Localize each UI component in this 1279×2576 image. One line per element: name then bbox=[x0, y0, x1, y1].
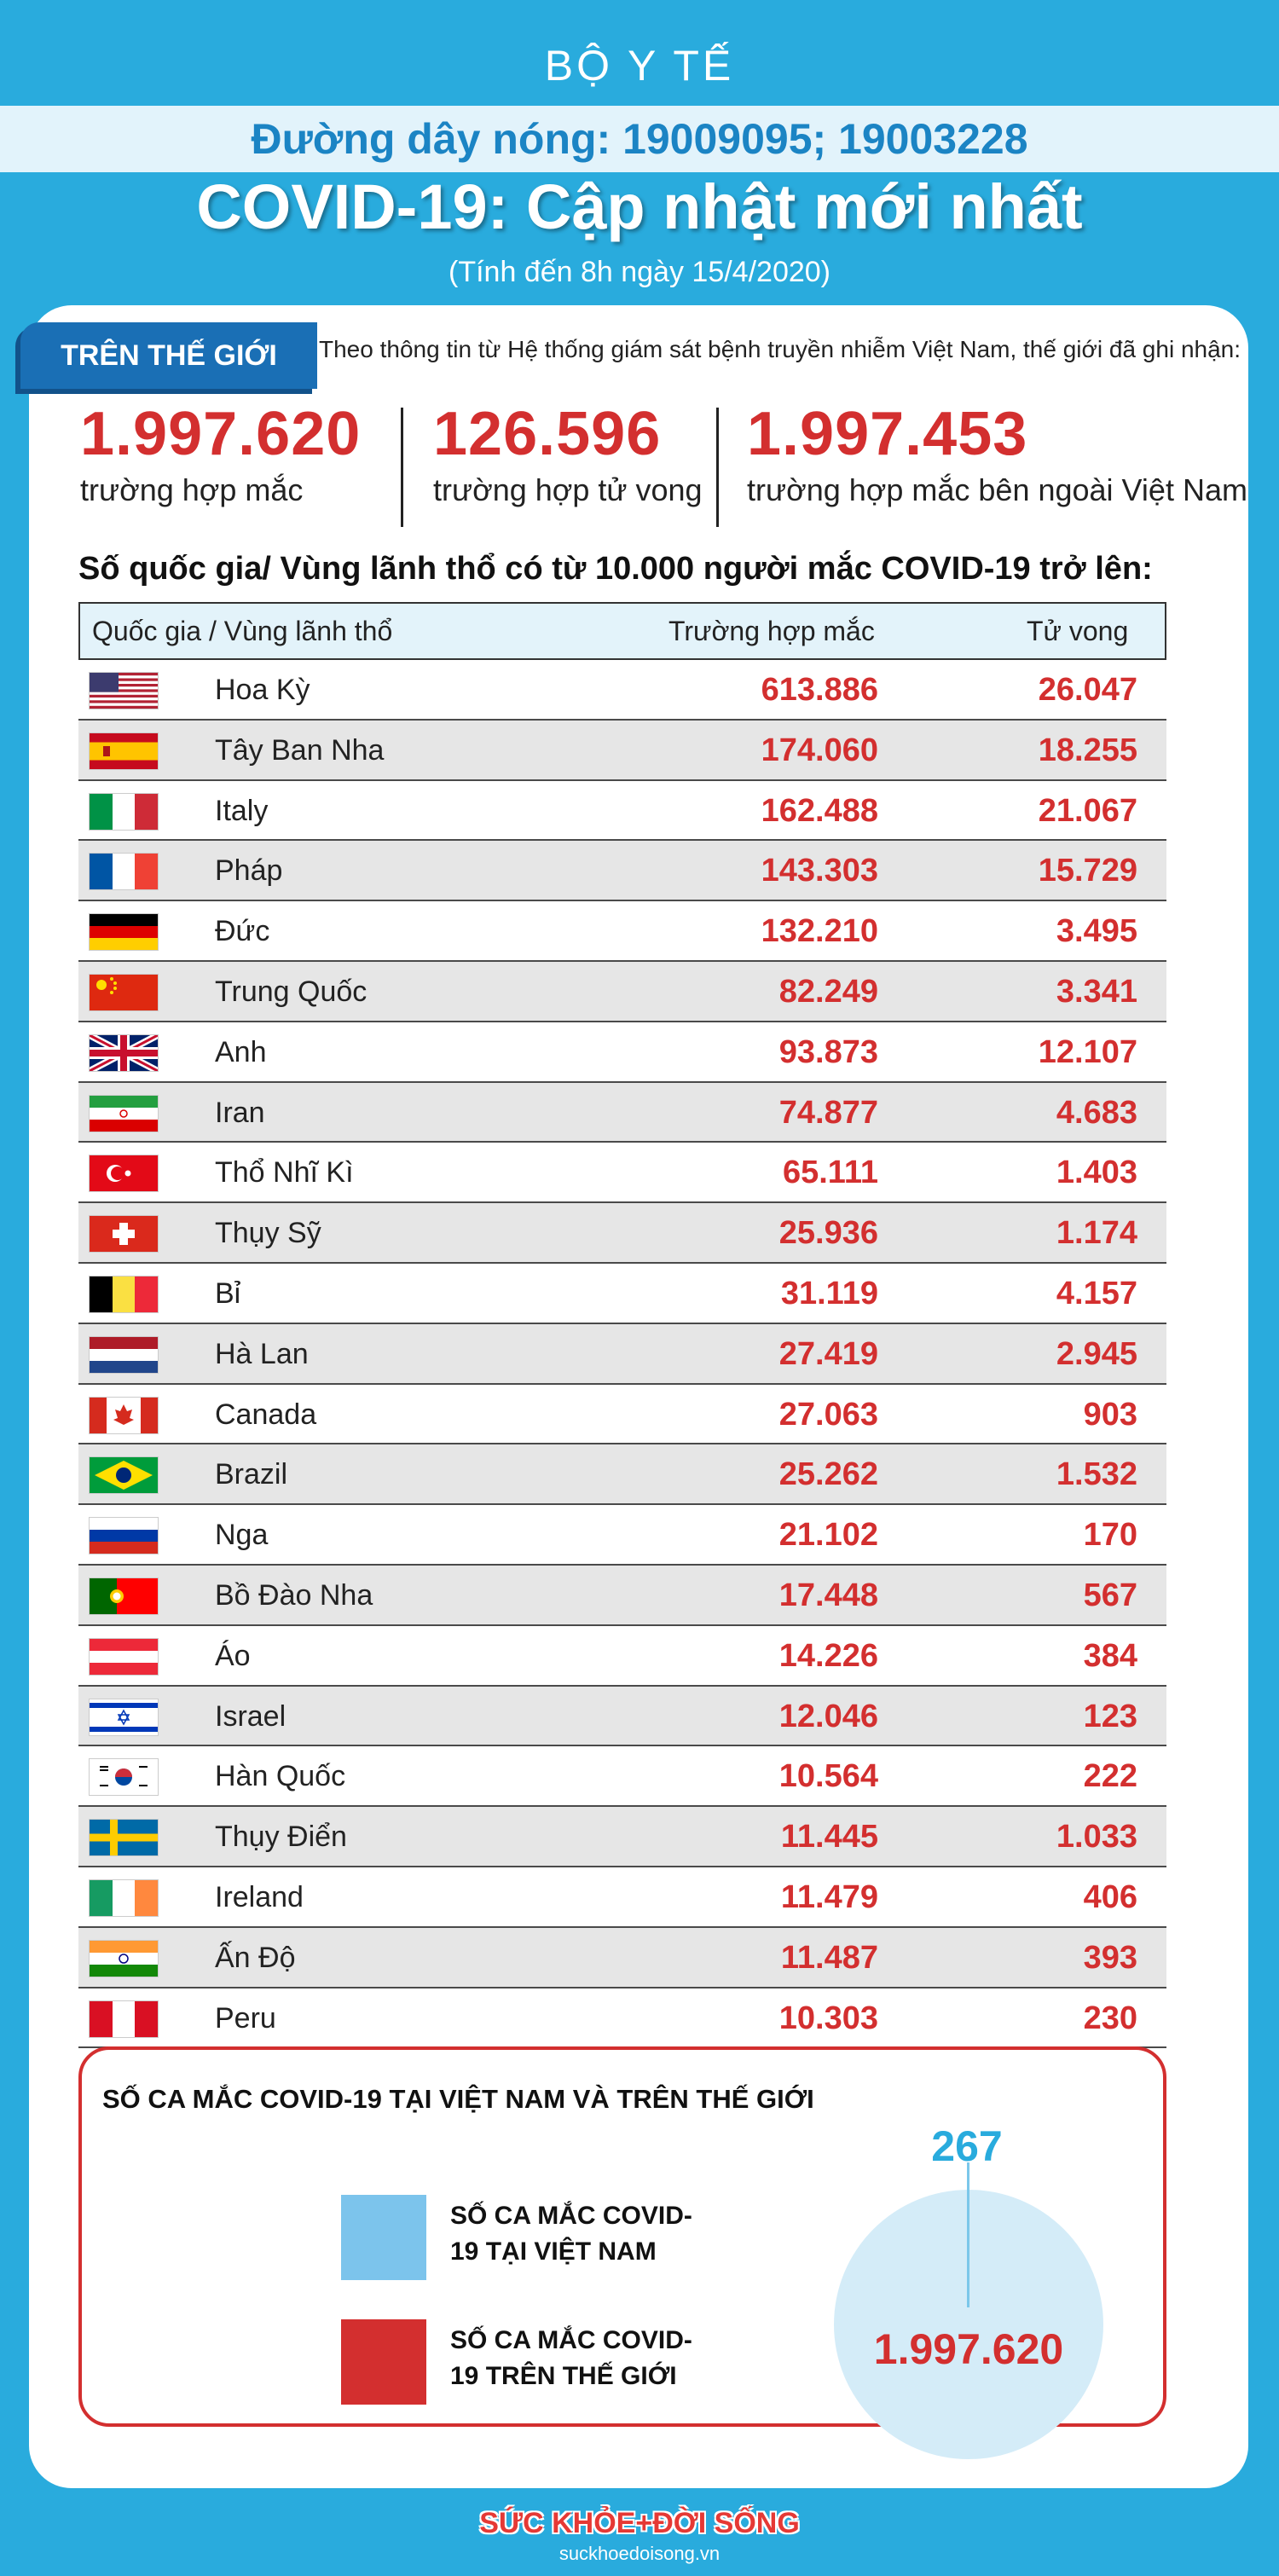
case-count: 25.936 bbox=[778, 1215, 878, 1252]
table-row bbox=[78, 1324, 1166, 1385]
country-name: Ireland bbox=[215, 1880, 304, 1913]
country-name: Anh bbox=[215, 1035, 267, 1068]
publisher-logo: SỨC KHỎE+ĐỜI SỐNG bbox=[479, 2507, 800, 2539]
uk-flag-icon bbox=[89, 1034, 159, 1072]
case-count: 132.210 bbox=[761, 913, 878, 950]
france-flag-icon bbox=[89, 853, 159, 890]
table-body bbox=[78, 660, 1166, 2048]
death-count: 4.683 bbox=[1056, 1094, 1137, 1131]
iran-flag-icon bbox=[89, 1095, 159, 1132]
table-row bbox=[78, 1867, 1166, 1928]
country-name: Iran bbox=[215, 1096, 265, 1129]
death-count: 26.047 bbox=[1038, 672, 1137, 708]
table-row bbox=[78, 1746, 1166, 1807]
table-row bbox=[78, 1143, 1166, 1203]
world-intro: Theo thông tin từ Hệ thống giám sát bệnh truyền nhiễm Việt Nam, thế giới đã ghi nhận: bbox=[319, 336, 1241, 362]
death-count: 406 bbox=[1083, 1878, 1137, 1915]
country-name: Thụy Sỹ bbox=[215, 1217, 321, 1250]
table-row bbox=[78, 660, 1166, 721]
sweden-flag-icon bbox=[89, 1819, 159, 1856]
case-count: 613.886 bbox=[761, 672, 878, 708]
date-note: (Tính đến 8h ngày 15/4/2020) bbox=[449, 256, 830, 288]
table-heading: Số quốc gia/ Vùng lãnh thổ có từ 10.000 người mắc COVID-19 trở lên: bbox=[78, 551, 1153, 587]
main-title: COVID-19: Cập nhật mới nhất bbox=[196, 171, 1083, 242]
case-count: 31.119 bbox=[780, 1275, 878, 1311]
stat-divider bbox=[716, 408, 719, 527]
death-count: 2.945 bbox=[1056, 1335, 1137, 1372]
column-header-country: Quốc gia / Vùng lãnh thổ bbox=[92, 616, 393, 646]
death-count: 1.174 bbox=[1056, 1215, 1137, 1252]
country-name: Israel bbox=[215, 1699, 286, 1733]
country-name: Canada bbox=[215, 1398, 317, 1431]
table-row bbox=[78, 1807, 1166, 1867]
table-row bbox=[78, 1385, 1166, 1445]
case-count: 143.303 bbox=[761, 853, 878, 889]
death-count: 170 bbox=[1083, 1517, 1137, 1554]
south-korea-flag-icon bbox=[89, 1758, 159, 1796]
country-name: Nga bbox=[215, 1519, 269, 1552]
germany-flag-icon bbox=[89, 913, 159, 951]
country-name: Áo bbox=[215, 1639, 251, 1672]
column-header-deaths: Tử vong bbox=[1027, 616, 1129, 646]
table-row bbox=[78, 1022, 1166, 1083]
case-count: 17.448 bbox=[778, 1577, 878, 1613]
death-count: 567 bbox=[1083, 1577, 1137, 1613]
case-count: 11.479 bbox=[780, 1878, 878, 1915]
russia-flag-icon bbox=[89, 1517, 159, 1554]
table-row bbox=[78, 1626, 1166, 1687]
case-count: 14.226 bbox=[778, 1637, 878, 1674]
table-row bbox=[78, 901, 1166, 962]
table-row bbox=[78, 841, 1166, 901]
table-row bbox=[78, 1203, 1166, 1264]
country-name: Bồ Đào Nha bbox=[215, 1578, 373, 1612]
content-card bbox=[29, 305, 1248, 2488]
comparison-box bbox=[78, 2046, 1166, 2427]
table-row bbox=[78, 962, 1166, 1022]
ireland-flag-icon bbox=[89, 1879, 159, 1917]
case-count: 21.102 bbox=[778, 1517, 878, 1554]
death-count: 3.495 bbox=[1056, 913, 1137, 950]
death-count: 903 bbox=[1083, 1396, 1137, 1433]
table-row bbox=[78, 1988, 1166, 2049]
brazil-flag-icon bbox=[89, 1456, 159, 1494]
stat-cases-outside-vietnam bbox=[747, 399, 1247, 508]
death-count: 230 bbox=[1083, 2000, 1137, 2036]
death-count: 21.067 bbox=[1038, 792, 1137, 829]
stat-divider bbox=[401, 408, 403, 527]
vietnam-case-count: 267 bbox=[931, 2122, 1003, 2170]
table-row bbox=[78, 1444, 1166, 1505]
switzerland-flag-icon bbox=[89, 1215, 159, 1253]
country-name: Brazil bbox=[215, 1458, 288, 1491]
stat-total-deaths bbox=[433, 399, 703, 508]
turkey-flag-icon bbox=[89, 1155, 159, 1192]
death-count: 222 bbox=[1083, 1758, 1137, 1795]
death-count: 18.255 bbox=[1038, 732, 1137, 768]
austria-flag-icon bbox=[89, 1638, 159, 1676]
case-count: 10.564 bbox=[778, 1758, 878, 1795]
case-count: 74.877 bbox=[778, 1094, 878, 1131]
portugal-flag-icon bbox=[89, 1577, 159, 1615]
table-row bbox=[78, 1928, 1166, 1988]
country-name: Thụy Điển bbox=[215, 1821, 347, 1854]
stat-label: trường hợp mắc bbox=[80, 472, 304, 507]
country-name: Italy bbox=[215, 794, 269, 827]
stat-label: trường hợp mắc bên ngoài Việt Nam bbox=[747, 472, 1247, 507]
stat-value: 1.997.620 bbox=[80, 400, 362, 468]
stat-value: 1.997.453 bbox=[747, 400, 1028, 468]
world-case-count: 1.997.620 bbox=[873, 2325, 1064, 2373]
india-flag-icon bbox=[89, 1940, 159, 1977]
country-name: Đức bbox=[215, 915, 270, 948]
stat-total-cases bbox=[80, 399, 361, 508]
publisher-url: suckhoedoisong.vn bbox=[558, 2543, 721, 2564]
stat-label: trường hợp tử vong bbox=[433, 472, 703, 507]
case-count: 65.111 bbox=[782, 1155, 878, 1191]
case-count: 10.303 bbox=[778, 2000, 878, 2036]
country-name: Thổ Nhĩ Kì bbox=[215, 1156, 354, 1190]
peru-flag-icon bbox=[89, 2000, 159, 2038]
death-count: 384 bbox=[1083, 1637, 1137, 1674]
netherlands-flag-icon bbox=[89, 1336, 159, 1374]
country-name: Trung Quốc bbox=[215, 975, 367, 1008]
table-row bbox=[78, 1505, 1166, 1566]
vietnam-pointer-line bbox=[967, 2162, 969, 2307]
country-name: Ấn Độ bbox=[215, 1941, 296, 1974]
country-name: Pháp bbox=[215, 854, 283, 888]
spain-flag-icon bbox=[89, 732, 159, 770]
israel-flag-icon bbox=[89, 1699, 159, 1736]
country-name: Tây Ban Nha bbox=[215, 733, 385, 767]
hotline-band: Đường dây nóng: 19009095; 19003228 bbox=[0, 106, 1279, 172]
stat-value: 126.596 bbox=[433, 400, 662, 468]
canada-flag-icon bbox=[89, 1397, 159, 1434]
usa-flag-icon bbox=[89, 672, 159, 709]
death-count: 123 bbox=[1083, 1698, 1137, 1734]
column-header-cases: Trường hợp mắc bbox=[668, 616, 875, 646]
ministry-title: BỘ Y TẾ bbox=[544, 42, 735, 90]
table-row bbox=[78, 1687, 1166, 1747]
country-name: Bỉ bbox=[215, 1276, 241, 1310]
table-row bbox=[78, 1083, 1166, 1143]
italy-flag-icon bbox=[89, 793, 159, 831]
country-name: Hàn Quốc bbox=[215, 1760, 346, 1793]
case-count: 82.249 bbox=[778, 973, 878, 1010]
death-count: 1.403 bbox=[1056, 1155, 1137, 1191]
table-row bbox=[78, 1566, 1166, 1626]
case-count: 25.262 bbox=[778, 1456, 878, 1493]
country-name: Hoa Kỳ bbox=[215, 674, 310, 706]
death-count: 12.107 bbox=[1038, 1033, 1137, 1070]
belgium-flag-icon bbox=[89, 1276, 159, 1313]
case-count: 11.487 bbox=[780, 1939, 878, 1976]
china-flag-icon bbox=[89, 974, 159, 1011]
case-count: 27.063 bbox=[778, 1396, 878, 1433]
world-tab: TRÊN THẾ GIỚI bbox=[20, 322, 317, 389]
case-count: 93.873 bbox=[778, 1033, 878, 1070]
death-count: 4.157 bbox=[1056, 1275, 1137, 1311]
table-header-row bbox=[78, 602, 1166, 660]
comparison-title: SỐ CA MẮC COVID-19 TẠI VIỆT NAM VÀ TRÊN THẾ GIỚI bbox=[102, 2084, 814, 2114]
country-name: Peru bbox=[215, 2001, 276, 2035]
case-count: 174.060 bbox=[761, 732, 878, 768]
legend-swatch-vietnam bbox=[341, 2195, 426, 2280]
death-count: 3.341 bbox=[1056, 973, 1137, 1010]
death-count: 1.033 bbox=[1056, 1819, 1137, 1855]
legend-label-world: SỐ CA MẮC COVID-19 TRÊN THẾ GIỚI bbox=[450, 2326, 692, 2390]
table-row bbox=[78, 781, 1166, 842]
death-count: 15.729 bbox=[1038, 853, 1137, 889]
death-count: 1.532 bbox=[1056, 1456, 1137, 1493]
case-count: 12.046 bbox=[778, 1698, 878, 1734]
country-table bbox=[78, 602, 1166, 2048]
case-count: 162.488 bbox=[761, 792, 878, 829]
case-count: 11.445 bbox=[780, 1819, 878, 1855]
case-count: 27.419 bbox=[778, 1335, 878, 1372]
death-count: 393 bbox=[1083, 1939, 1137, 1976]
legend-swatch-world bbox=[341, 2319, 426, 2405]
table-row bbox=[78, 1264, 1166, 1324]
table-row bbox=[78, 721, 1166, 781]
legend-label-vietnam: SỐ CA MẮC COVID-19 TẠI VIỆT NAM bbox=[450, 2202, 692, 2266]
country-name: Hà Lan bbox=[215, 1337, 309, 1370]
